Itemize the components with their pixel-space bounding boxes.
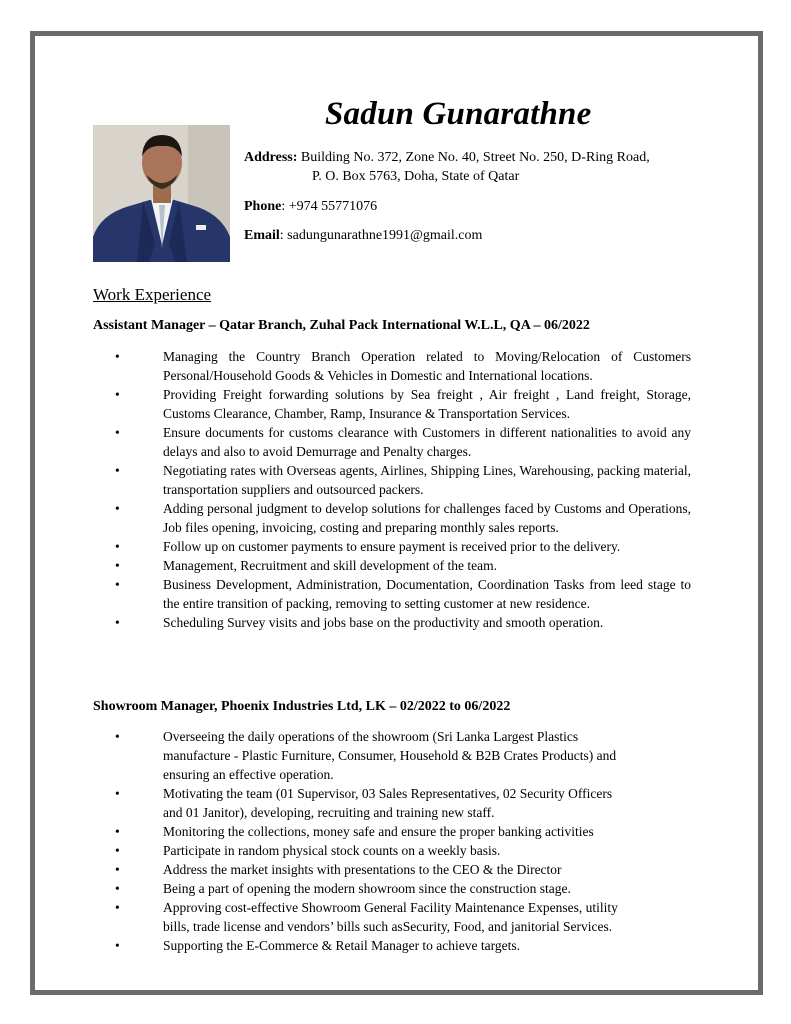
bullet-icon: • [115,900,120,915]
job-2-duties [0,727,633,955]
bullet-icon: • [115,425,120,440]
email-line [244,226,482,245]
list-item: • Monitoring the collections, money safe and ensure the proper banking activities [115,824,594,839]
address-block [244,148,650,186]
list-item: • Scheduling Survey visits and jobs base on the productivity and smooth operation. [115,615,604,630]
bullet-icon: • [115,387,120,402]
email-value: : sadungunarathne1991@gmail.com [279,228,483,243]
list-item: • Motivating the team (01 Supervisor, 03 Sales Representatives, 02 Security Officers and 01 Janitor), developing, recruiting and training new staff. [115,786,613,820]
bullet-icon: • [115,349,120,364]
bullet-icon: • [115,463,120,478]
list-item: • Negotiating rates with Overseas agents, Airlines, Shipping Lines, Warehousing, packing material, transportation suppliers and outsourced packers. [115,463,691,497]
list-item: • Follow up on customer payments to ensure payment is received prior to the delivery. [115,539,621,554]
bullet-icon: • [115,786,120,801]
phone-label: Phone [244,199,282,214]
bullet-icon: • [115,539,120,554]
section-title-work-experience: Work Experience [93,285,212,304]
phone-value: : +974 55771076 [281,199,378,214]
bullet-icon: • [115,881,120,896]
bullet-icon: • [115,615,120,630]
phone-line [244,197,377,216]
list-item: • Being a part of opening the modern showroom since the construction stage. [115,881,571,896]
address-line-2: P. O. Box 5763, Doha, State of Qatar [312,169,520,184]
bullet-icon: • [115,862,120,877]
list-item: • Supporting the E-Commerce & Retail Manager to achieve targets. [115,938,521,953]
bullet-icon: • [115,729,120,744]
list-item: • Providing Freight forwarding solutions by Sea freight , Air freight , Land freight, Storage, Customs Clearance, Chamber, Ramp, Insurance & Transportation Services. [115,387,691,421]
address-label: Address: [244,150,298,165]
list-item: • Business Development, Administration, Documentation, Coordination Tasks from leed stage to the entire transition of packing, removing to setting customer at new residence. [115,577,691,611]
candidate-name: Sadun Gunarathne [325,96,592,132]
bullet-icon: • [115,501,120,516]
job-title-2: Showroom Manager, Phoenix Industries Ltd, LK – 02/2022 to 06/2022 [93,699,511,714]
list-item: • Overseeing the daily operations of the showroom (Sri Lanka Largest Plastics manufacture - Plastic Furniture, Consumer, Household & B2B Crates Products) and ensuring an effective operation. [115,729,617,782]
bullet-icon: • [115,843,120,858]
bullet-icon: • [115,577,120,592]
address-line-1: Building No. 372, Zone No. 40, Street No. 250, D-Ring Road, [300,150,650,165]
bullet-icon: • [115,938,120,953]
list-item: • Ensure documents for customs clearance with Customers in different nationalities to avoid any delays and also to avoid Demurrage and Penalty charges. [115,425,691,459]
job-1-duties [0,347,691,632]
list-item: • Address the market insights with presentations to the CEO & the Director [115,862,562,877]
list-item: • Participate in random physical stock counts on a weekly basis. [115,843,501,858]
bullet-icon: • [115,824,120,839]
profile-photo [93,125,230,262]
bullet-icon: • [115,558,120,573]
email-label: Email [244,228,280,243]
list-item: • Adding personal judgment to develop solutions for challenges faced by Customs and Operations, Job files opening, invoicing, costing and preparing monthly sales reports. [115,501,691,535]
job-title-1: Assistant Manager – Qatar Branch, Zuhal Pack International W.L.L, QA – 06/2022 [93,318,590,333]
list-item: • Management, Recruitment and skill development of the team. [115,558,498,573]
list-item: • Managing the Country Branch Operation related to Moving/Relocation of Customers Personal/Household Goods & Vehicles in Domestic and International locations. [115,349,691,383]
list-item: • Approving cost-effective Showroom General Facility Maintenance Expenses, utility bills, trade license and vendors’ bills such asSecurity, Food, and janitorial Services. [115,900,618,934]
